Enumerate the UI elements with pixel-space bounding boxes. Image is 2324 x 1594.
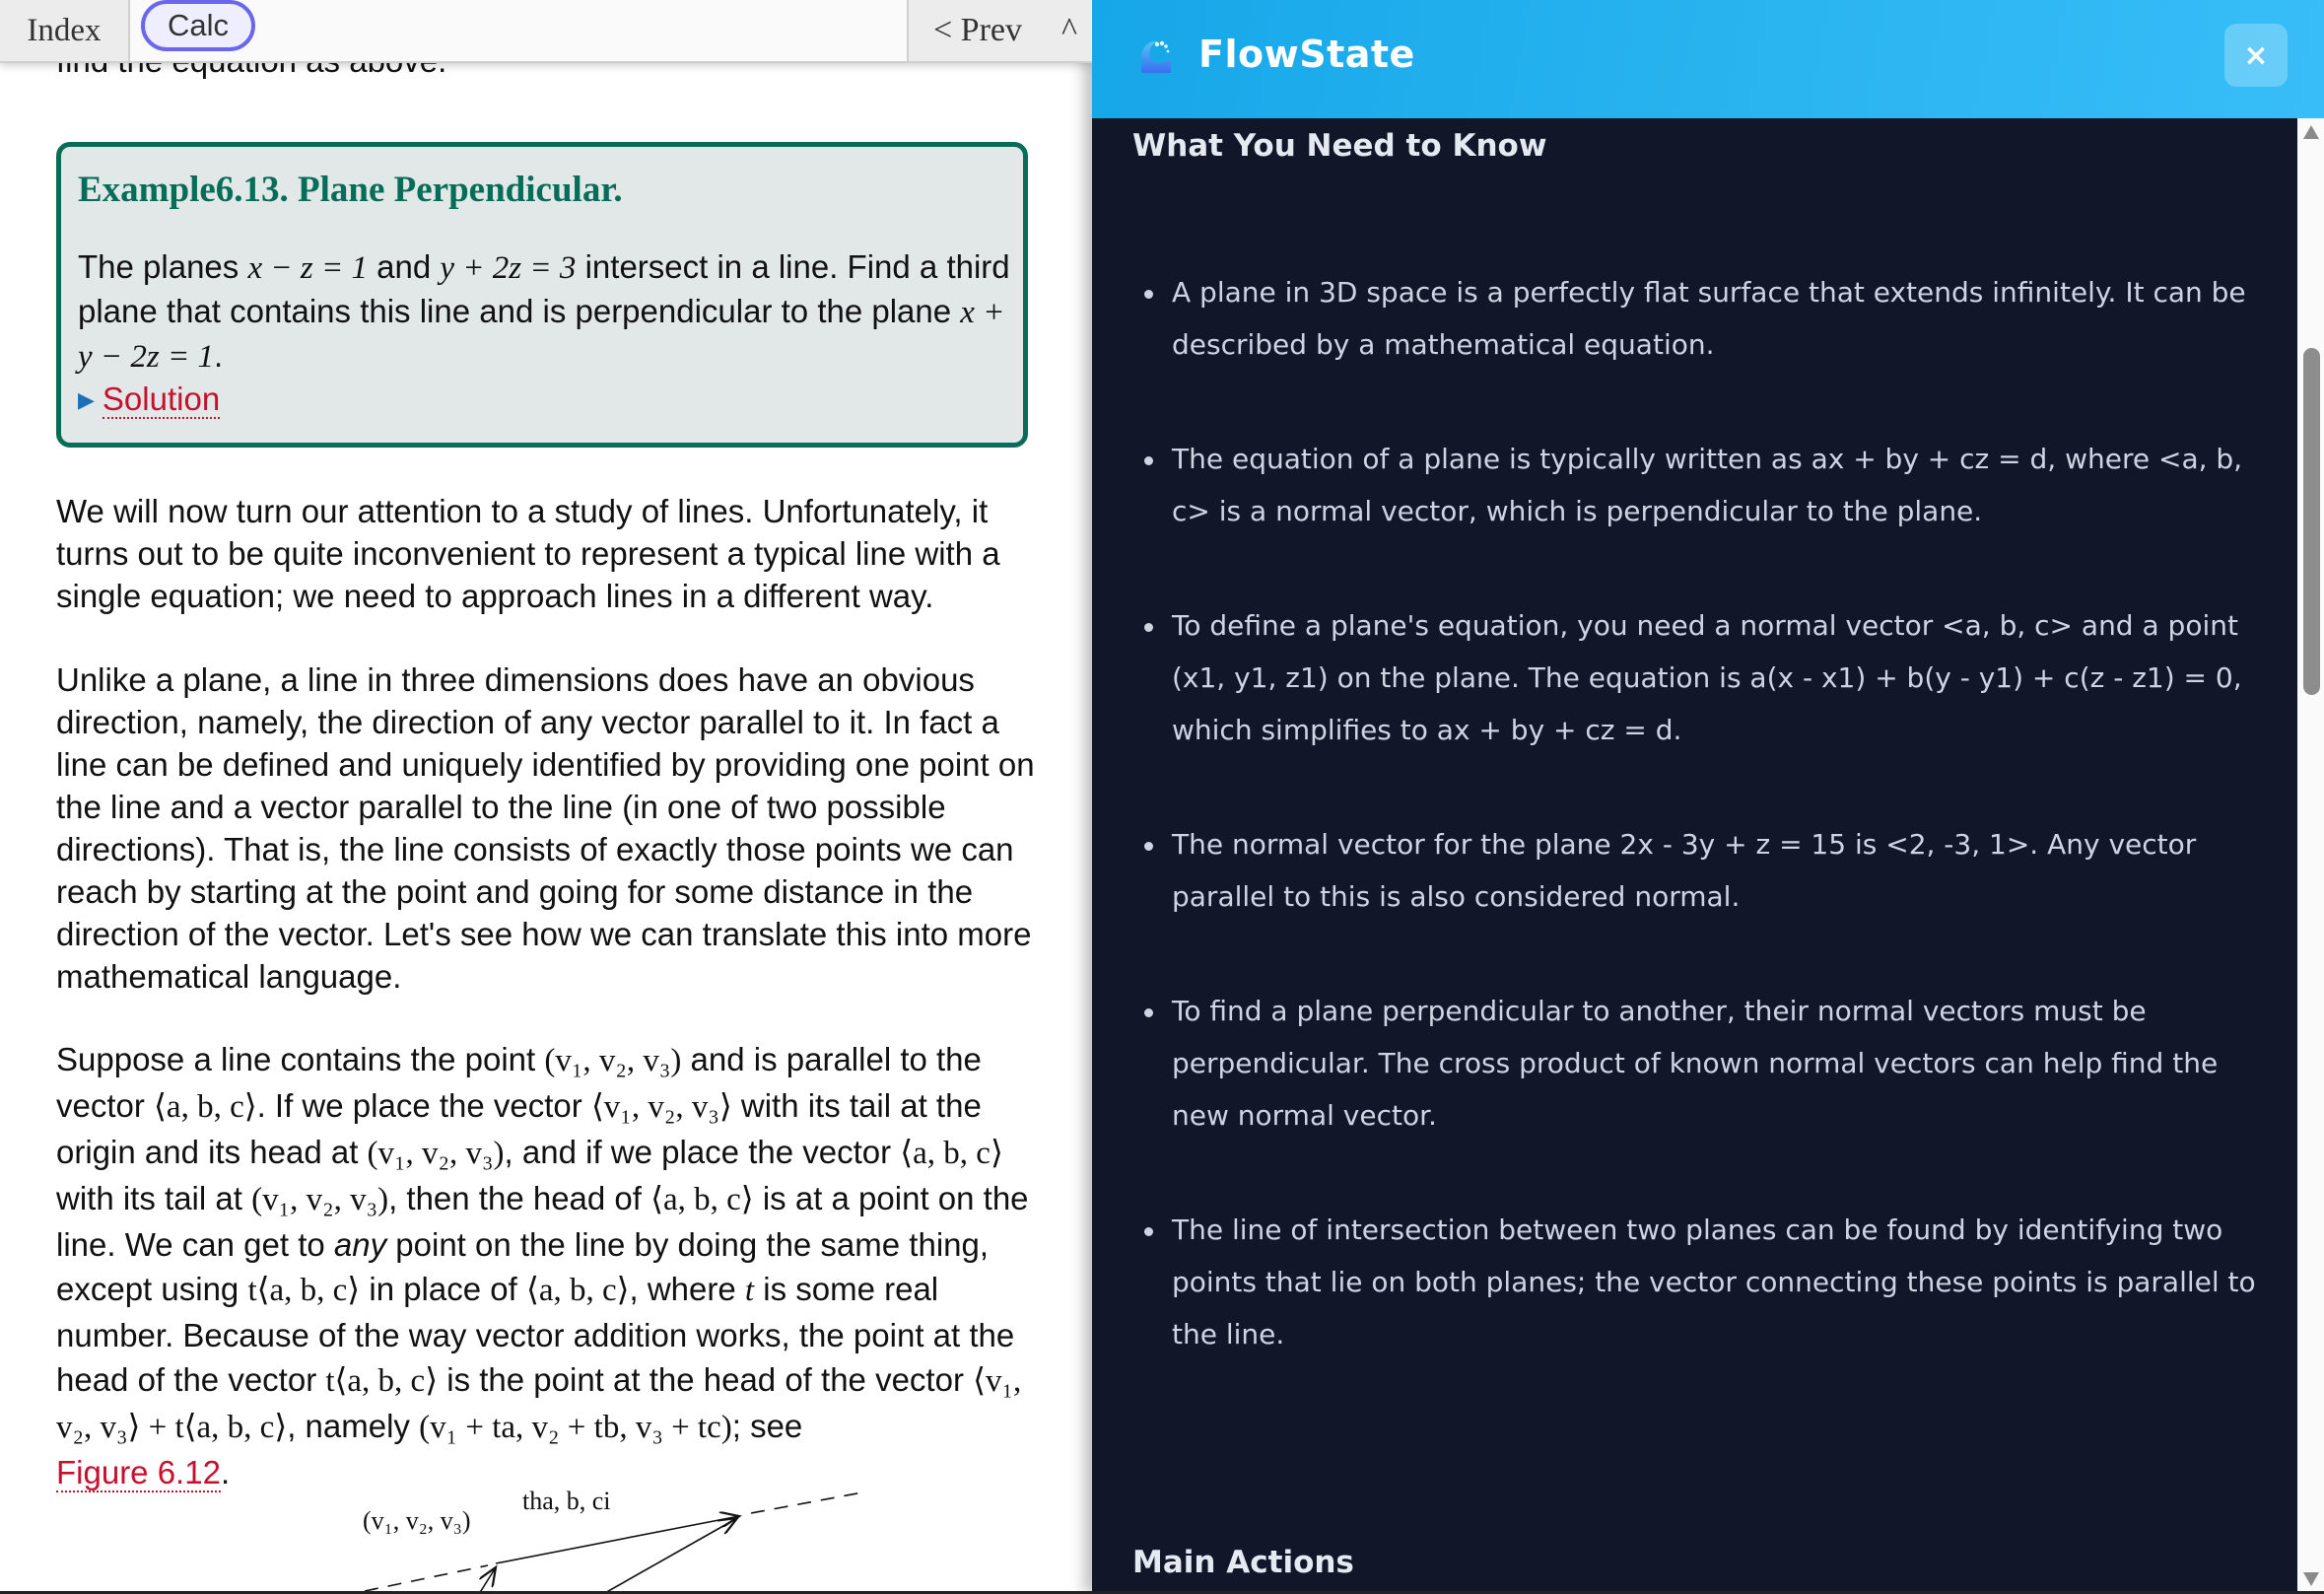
paragraph-line-direction: Unlike a plane, a line in three dimensions does have an obvious direction, namely, the direction of any vector parallel to it. In fact a line can be defined and uniquely identified by providing one point on the line and a vector parallel to the line (in one of two possible directions). That is, the line consists of exactly those points we can reach by starting at the point and going for some distance in the direction of the vector. Let's see how we can translate this into more mathematical language.	[56, 661, 1035, 995]
paragraph-line-definition	[56, 1037, 1042, 1494]
panel-scrollbar[interactable]	[2297, 118, 2324, 1594]
text: with its tail at the origin and its head at	[56, 1087, 982, 1170]
math: ⟨a, b, c⟩	[650, 1182, 754, 1217]
scroll-down-arrow-icon[interactable]	[2303, 1572, 2319, 1586]
chevron-up-icon: ^	[1061, 12, 1077, 48]
point-label: (v₁, v₂, v₃)	[363, 1506, 471, 1535]
figure-link[interactable]: Figure 6.12	[56, 1454, 221, 1490]
section-title-what-you-need: What You Need to Know	[1132, 128, 1547, 164]
text: is some real number. Because of the way vector addition works, the point at the head of the vector	[56, 1271, 1015, 1398]
math: y + 2z = 3	[440, 250, 577, 286]
example-box	[56, 142, 1028, 448]
math: (v₁, v₂, v₃)	[544, 1043, 682, 1078]
close-button[interactable]	[2224, 24, 2288, 87]
math: ⟨a, b, c⟩	[525, 1273, 630, 1308]
text: ; see	[731, 1408, 803, 1444]
text: , namely	[287, 1408, 420, 1444]
list-item: A plane in 3D space is a perfectly flat surface that extends infinitely. It can be described by a mathematical equation.	[1132, 266, 2276, 371]
textbook-pane	[0, 0, 1092, 1594]
example-title: Example6.13. Plane Perpendicular.	[78, 170, 623, 210]
example-body	[78, 245, 1014, 379]
flowstate-panel	[1092, 0, 2324, 1594]
prev-button[interactable]: < Prev	[907, 0, 1049, 61]
text: point on the line by doing the same thing, except using	[56, 1226, 990, 1307]
text: and	[367, 248, 441, 285]
index-button[interactable]: Index	[0, 0, 130, 61]
math: t	[744, 1273, 755, 1308]
panel-header	[1092, 0, 2324, 118]
text: is the point at the head of the vector	[438, 1361, 974, 1398]
list-item: The line of intersection between two planes can be found by identifying two points that lie on both planes; the vector connecting these points is parallel to the line.	[1132, 1204, 2276, 1360]
math: (v₁, v₂, v₃)	[367, 1136, 505, 1171]
emphasis: any	[333, 1226, 387, 1263]
math: ⟨v₁, v₂, v₃⟩ + t⟨a, b, c⟩	[56, 1363, 1022, 1445]
text: . If we place the vector	[256, 1087, 591, 1124]
math: (v₁, v₂, v₃)	[251, 1182, 389, 1217]
solution-toggle[interactable]	[78, 381, 220, 418]
disclosure-triangle-icon: ▶	[78, 387, 95, 412]
wave-icon	[1137, 37, 1175, 75]
text: , and if we place the vector	[504, 1134, 901, 1170]
text: , where	[629, 1271, 745, 1307]
math: ⟨v₁, v₂, v₃⟩	[590, 1089, 732, 1125]
text: and is parallel to the vector	[56, 1041, 982, 1124]
math: t⟨a, b, c⟩	[247, 1273, 361, 1308]
calc-button[interactable]: Calc	[141, 0, 255, 51]
math: (v₁ + ta, v₂ + tb, v₃ + tc)	[419, 1410, 732, 1445]
text: in place of	[360, 1271, 526, 1307]
math: x − z = 1	[247, 250, 368, 286]
text: .	[220, 1454, 231, 1490]
math: x + y − 2z = 1	[78, 295, 1005, 375]
math: ⟨a, b, c⟩	[900, 1136, 1003, 1171]
panel-content	[1092, 118, 2297, 1594]
text: , then the head of	[388, 1180, 651, 1216]
list-item: To define a plane's equation, you need a normal vector <a, b, c> and a point (x1, y1, z1) on the plane. The equation is a(x - x1) + b(y - y1) + c(z - z1) = 0, which simplifies to ax + by + cz = d.	[1132, 599, 2276, 756]
knowledge-list	[1132, 266, 2276, 1422]
close-icon: ×	[2243, 37, 2269, 73]
text: with its tail at	[56, 1180, 252, 1216]
list-item: The normal vector for the plane 2x - 3y + z = 15 is <2, -3, 1>. Any vector parallel to this is also considered normal.	[1132, 818, 2276, 923]
math: t⟨a, b, c⟩	[325, 1363, 439, 1399]
text: intersect in a line. Find a third plane that contains this line and is perpendicular to the plane	[78, 248, 1010, 329]
paragraph-lines-intro: We will now turn our attention to a study of lines. Unfortunately, it turns out to be quite inconvenient to represent a typical line with a single equation; we need to approach lines in a different way.	[56, 493, 1000, 614]
text: The planes	[78, 248, 248, 285]
text: Suppose a line contains the point	[56, 1041, 545, 1077]
text: .	[214, 337, 224, 374]
list-item: The equation of a plane is typically written as ax + by + cz = d, where <a, b, c> is a normal vector, which is perpendicular to the plane.	[1132, 433, 2276, 537]
up-button[interactable]	[1047, 0, 1092, 61]
section-title-main-actions: Main Actions	[1132, 1545, 1354, 1580]
scrollbar-thumb[interactable]	[2303, 348, 2320, 695]
text: is at a point on the line. We can get to	[56, 1180, 1029, 1263]
list-item: To find a plane perpendicular to another, their normal vectors must be perpendicular. The cross product of known normal vectors can help find the new normal vector.	[1132, 985, 2276, 1142]
brand-title: FlowState	[1198, 33, 1415, 76]
scroll-up-arrow-icon[interactable]	[2303, 125, 2319, 139]
math: ⟨a, b, c⟩	[154, 1089, 257, 1125]
solution-link[interactable]: Solution	[102, 381, 221, 417]
vector-label: tha, b, ci	[522, 1487, 611, 1515]
top-navbar	[0, 0, 1092, 63]
figure-6-12-diagram	[296, 1479, 887, 1594]
